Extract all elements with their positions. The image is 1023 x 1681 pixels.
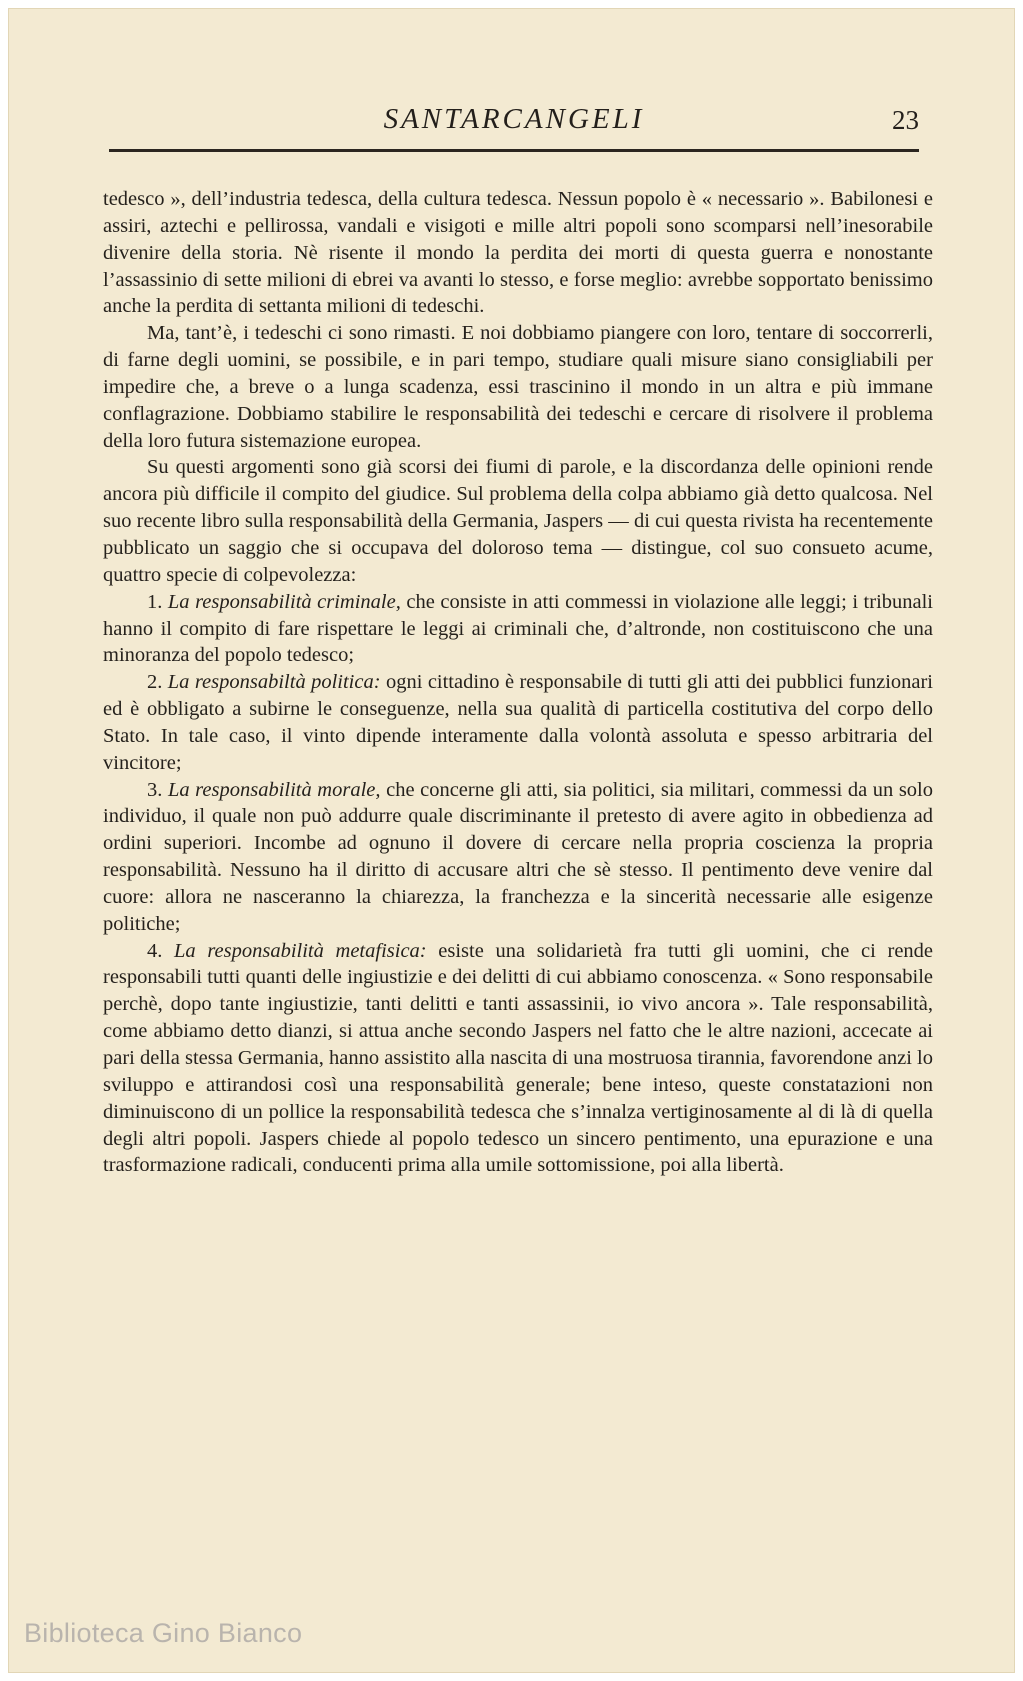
list-item-number: 3. (147, 778, 163, 801)
list-item-number: 4. (147, 939, 163, 962)
running-title: SANTARCANGELI (383, 103, 645, 135)
list-item-text: esiste una solidarietà fra tutti gli uomini, che ci rende responsabili tutti quanti delle ingiustizie e dei delitti di cui abbiamo conoscenza. « Sono responsabile perchè, dopo tante ingiustizie, tanti delitti e tanti assassinii, io vivo ancora ». Tale responsabilità, come abbiamo detto dianzi, si attua anche secondo Jaspers nel fatto che le altre nazioni, accecate ai pari della stessa Germania, hanno assistito alla nascita di una mostruosa tirannia, favorendone anzi lo sviluppo e attirandosi così una responsabilità generale; bene inteso, queste constatazioni non diminuiscono di un pollice la responsabilità tedesca che s’innalza vertiginosamente al di là di quella degli altri popoli. Jaspers chiede al popolo tedesco un sincero pentimento, una epurazione e una trasformazione radicali, conducenti prima alla umile sottomissione, poi alla libertà. (103, 939, 934, 1177)
list-item-moral-responsibility (103, 777, 933, 938)
list-item-criminal-responsibility (103, 589, 933, 670)
list-item-text: ogni cittadino è responsabile di tutti gli atti dei pubblici funzionari ed è obbligato a subirne le conseguenze, nella sua qualità di particella costitutiva del corpo dello Stato. In tale caso, il vinto dipende interamente dalla volontà assoluta e spesso arbitraria del vincitore; (103, 671, 934, 774)
list-item-number: 2. (147, 671, 163, 694)
list-item-metaphysical-responsibility (103, 938, 933, 1180)
list-item-title: La responsabilità metafisica: (174, 939, 427, 962)
list-item-title: La responsabilità criminale, (167, 590, 401, 613)
list-item-text: che consiste in atti commessi in violazione alle leggi; i tribunali hanno il compito di fare rispettare le leggi ai criminali che, d’altronde, non costituiscono che una minoranza del popolo tedesco; (103, 590, 934, 667)
paragraph-3: Su questi argomenti sono già scorsi dei fiumi di parole, e la discordanza delle opinioni rende ancora più difficile il compito del giudice. Sul problema della colpa abbiamo già detto qualcosa. Nel suo recente libro sulla responsabilità della Germania, Jaspers — di cui questa rivista ha recentemente pubblicato un saggio che si occupava del doloroso tema — distingue, col suo consueto acume, quattro specie di colpevolezza: (103, 456, 933, 586)
paragraph-2: Ma, tant’è, i tedeschi ci sono rimasti. E noi dobbiamo piangere con loro, tentare di soccorrerli, di farne degli uomini, se possibile, e in pari tempo, studiare quali misure siano consigliabili per impedire che, a breve o a lunga scadenza, essi trascinino il mondo in un altra e più immane conflagrazione. Dobbiamo stabilire le responsabilità dei tedeschi e cercare di risolvere il problema della loro futura sistemazione europea. (103, 322, 933, 452)
page-header (109, 97, 919, 152)
page-number: 23 (892, 105, 919, 135)
list-item-text: che concerne gli atti, sia politici, sia militari, commessi da un solo individuo, il quale non può addurre quale discriminante il pretesto di avere agito in obbedienza ad ordini superiori. Incombe ad ognuno il dovere di cercare nella propria coscienza la propria responsabilità. Nessuno ha il diritto di accusare altri che sè stesso. Il pentimento deve venire dal cuore: allora ne nasceranno la chiarezza, la franchezza e la sincerità necessarie alle esigenze politiche; (103, 778, 933, 935)
library-watermark: Biblioteca Gino Bianco (24, 1618, 303, 1648)
list-item-title: La responsabilità morale, (167, 778, 381, 801)
list-item-number: 1. (147, 590, 163, 613)
list-item-political-responsibility (103, 669, 933, 776)
paragraph-1: tedesco », dell’industria tedesca, della cultura tedesca. Nessun popolo è « necessario ». Babilonesi e assiri, aztechi e pellirossa, vandali e visigoti e mille altri popoli sono scomparsi nell’inesorabile divenire della storia. Nè risente il mondo la perdita dei morti di questa guerra e nonostante l’assassinio di sette milioni di ebrei va avanti lo stesso, e forse meglio: avrebbe sopportato benissimo anche la perdita di settanta milioni di tedeschi. (103, 188, 933, 318)
list-item-title: La responsabiltà politica: (167, 671, 381, 694)
article-body (103, 186, 933, 1179)
